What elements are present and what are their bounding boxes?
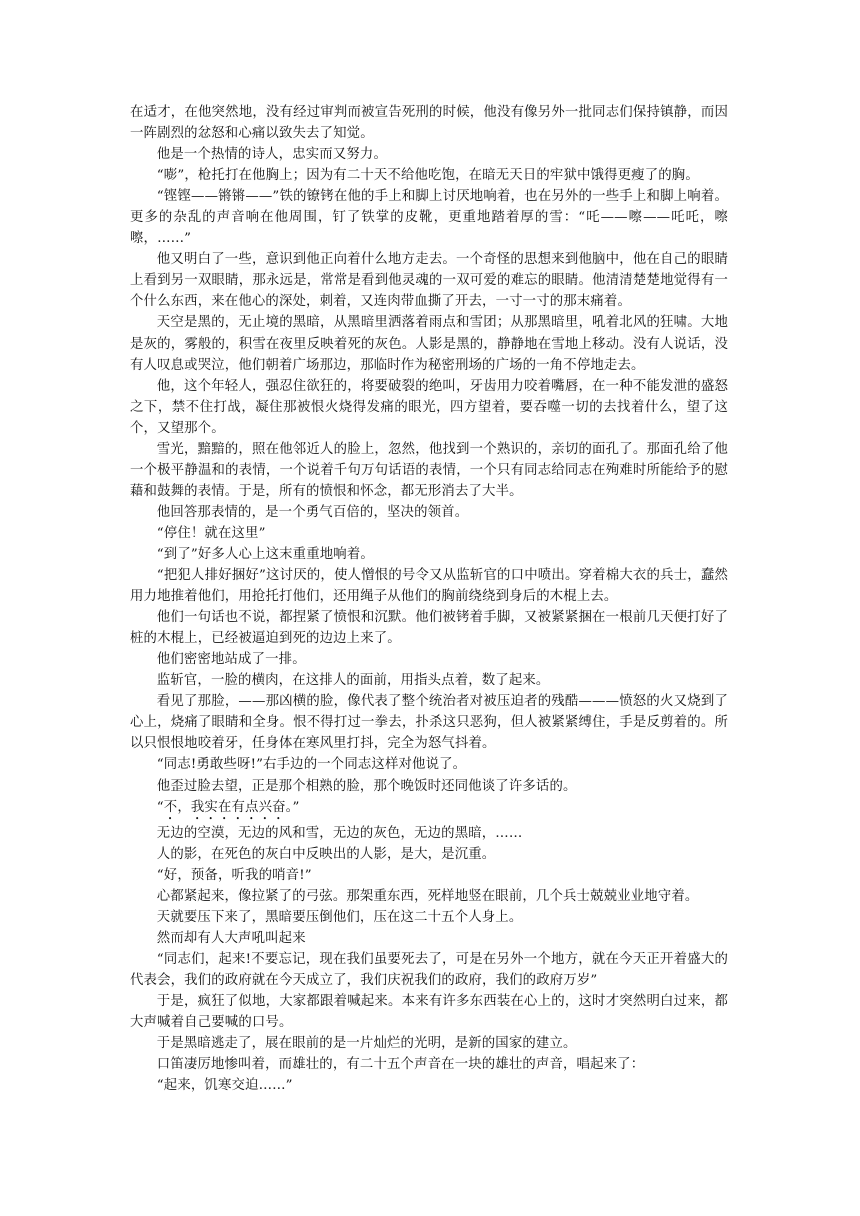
paragraph: “把犯人排好捆好”这讨厌的，使人憎恨的号令又从监斩官的口中喷出。穿着棉大衣的兵士，蠢然用力地推着他们，用抢托打他们，还用绳子从他们的胸前绕绕到身后的木棍上去。 [130,568,728,605]
paragraph: 他是一个热情的诗人，忠实而又努力。 [156,147,387,163]
paragraph: “铿铿——锵锵——”铁的镣铐在他的手上和脚上讨厌地响着，也在另外的一些手上和脚上响着。更多的杂乱的声音响在他周围，钉了铁掌的皮靴，更重地踏着厚的雪：“吒——嚓——吒吒，嚓嚓，……” [130,189,728,247]
paragraph: 口笛凄厉地惨叫着，而雄壮的，有二十五个声音在一块的雄壮的声音，唱起来了： [156,1057,645,1073]
paragraph: “停住！就在这里” [156,525,266,541]
paragraph: 天空是黑的，无止境的黑暗，从黑暗里洒落着雨点和雪团；从那黑暗里，吼着北风的狂啸。大地是灰的，雾般的，积雪在夜里反映着死的灰色。人影是黑的，静静地在雪地上移动。没有人说话，没有人叹息或哭泣，他们朝着广场那边，那临时作为秘密刑场的广场的一角不停地走去。 [130,315,728,373]
paragraph: 心都紧起来，像拉紧了的弓弦。那架重东西，死样地竖在眼前，几个兵士兢兢业业地守着。 [156,888,699,904]
paragraph: “起来，饥寒交迫……” [156,1078,293,1094]
paragraph: “嘭”，枪托打在他胸上；因为有二十天不给他吃饱，在暗无天日的牢狱中饿得更瘦了的胸。 [156,168,699,184]
paragraph: 雪光，黯黯的，照在他邻近人的脸上，忽然，他找到一个熟识的，亲切的面孔了。那面孔给了他一个极平静温和的表情，一个说着千句万句话语的表情，一个只有同志给同志在殉难时所能给予的慰藉和鼓舞的表情。于是，所有的愤恨和怀念，都无形消去了大半。 [130,441,728,499]
paragraph: 他歪过脸去望，正是那个相熟的脸，那个晚饭时还同他谈了许多话的。 [156,778,577,794]
paragraph: 无边的空漠，无边的风和雪，无边的灰色，无边的黑暗，…… [156,825,523,841]
paragraph: 天就要压下来了，黑暗要压倒他们，压在这二十五个人身上。 [156,909,523,925]
paragraph: 他回答那表情的，是一个勇气百倍的，坚决的领首。 [156,504,469,520]
paragraph: 他们一句话也不说，都捏紧了愤恨和沉默。他们被铐着手脚，又被紧紧捆在一根前几天便打好了桩的木棍上，已经被逼迫到死的边边上来了。 [130,610,728,647]
paragraph: 他们密密地站成了一排。 [156,652,306,668]
paragraph: “到了”好多人心上这末重重地响着。 [156,546,374,562]
paragraph: 于是，疯狂了似地，大家都跟着喊起来。本来有许多东西装在心上的，这时才突然明白过来，都大声喊着自己要喊的口号。 [130,993,728,1030]
paragraph: “好，预备，听我的哨音!” [156,867,312,883]
story-text [130,102,728,1096]
paragraph: 他又明白了一些，意识到他正向着什么地方走去。一个奇怪的思想来到他脑中，他在自己的眼睛上看到另一双眼睛，那永远是，常常是看到他灵魂的一双可爱的难忘的眼睛。他清清楚楚地觉得有一个什么东西，来在他心的深处，刺着，又连肉带血撕了开去，一寸一寸的那末痛着。 [130,252,728,310]
paragraph: 监斩官，一脸的横肉，在这排人的面前，用指头点着，数了起来。 [156,673,550,689]
paragraph: 在适才，在他突然地，没有经过审判而被宣告死刑的时候，他没有像另外一批同志们保持镇静，而因一阵剧烈的忿怒和心痛以致失去了知觉。 [130,105,728,142]
paragraph: “同志们，起来!不要忘记，现在我们虽要死去了，可是在另外一个地方，就在今天正开着盛大的代表会，我们的政府就在今天成立了，我们庆祝我们的政府，我们的政府万岁” [130,951,728,988]
paragraph: 然而却有人大声吼叫起来 [156,930,306,946]
paragraph: “同志!勇敢些呀!”右手边的一个同志这样对他说了。 [156,757,467,773]
paragraph: 人的影，在死色的灰白中反映出的人影，是大，是沉重。 [156,846,496,862]
paragraph: “不，我实在有点兴奋。” [156,799,300,815]
paragraph: 他，这个年轻人，强忍住欲狂的，将要破裂的绝叫，牙齿用力咬着嘴唇，在一种不能发泄的盛怒之下，禁不住打战，凝住那被恨火烧得发痛的眼光，四方望着，要吞噬一切的去找着什么，望了这个，又望那个。 [130,378,728,436]
paragraph: 于是黑暗逃走了，展在眼前的是一片灿烂的光明，是新的国家的建立。 [156,1036,577,1052]
paragraph: 看见了那脸，——那凶横的脸，像代表了整个统治者对被压迫者的残酷———愤怒的火又烧到了心上，烧痛了眼睛和全身。恨不得打过一拳去，扑杀这只恶狗，但人被紧紧缚住，手是反剪着的。所以只恨恨地咬着牙，任身体在寒风里打抖，完全为怒气抖着。 [130,694,728,752]
